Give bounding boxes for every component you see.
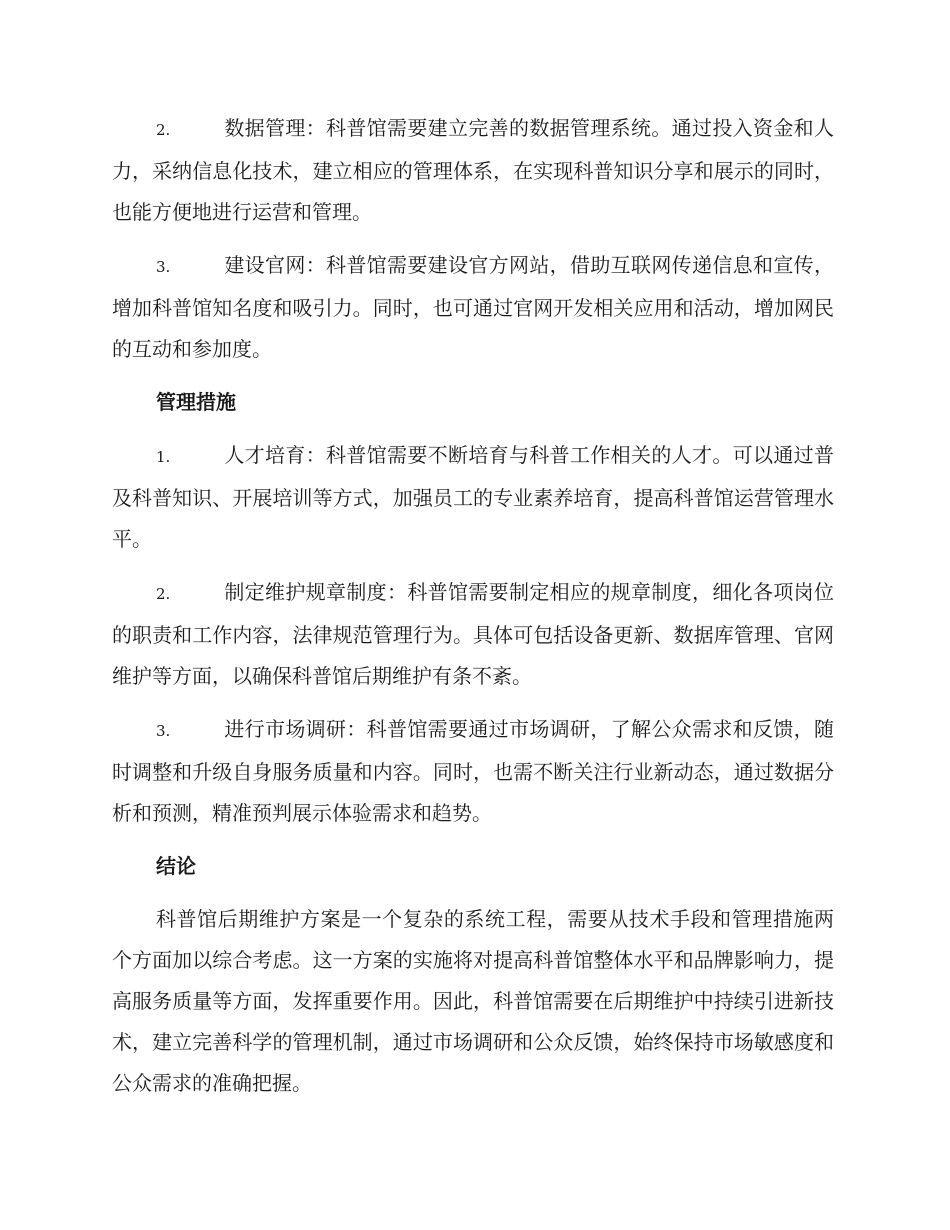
list-item-market-research (112, 709, 834, 834)
section-heading-conclusion: 结论 (156, 854, 196, 878)
list-item-official-website (112, 245, 834, 370)
list-item-text: 数据管理：科普馆需要建立完善的数据管理系统。通过投入资金和人力，采纳信息化技术，建立相应的管理体系，在实现科普知识分享和展示的同时，也能方便地进行运营和管理。 (112, 116, 834, 224)
list-item-text: 建设官网：科普馆需要建设官方网站，借助互联网传递信息和宣传，增加科普馆知名度和吸引力。同时，也可通过官网开发相关应用和活动，增加网民的互动和参加度。 (112, 253, 834, 361)
list-item-text: 人才培育：科普馆需要不断培育与科普工作相关的人才。可以通过普及科普知识、开展培训等方式，加强员工的专业素养培育，提高科普馆运营管理水平。 (112, 443, 834, 551)
list-number: 2. (156, 585, 171, 603)
list-item-data-management (112, 108, 834, 233)
list-item-text: 进行市场调研：科普馆需要通过市场调研，了解公众需求和反馈，随时调整和升级自身服务质量和内容。同时，也需不断关注行业新动态，通过数据分析和预测，精准预判展示体验需求和趋势。 (112, 717, 834, 825)
document-body (112, 108, 834, 1116)
list-item-maintenance-rules (112, 572, 834, 697)
conclusion-paragraph: 科普馆后期维护方案是一个复杂的系统工程，需要从技术手段和管理措施两个方面加以综合考虑。这一方案的实施将对提高科普馆整体水平和品牌影响力，提高服务质量等方面，发挥重要作用。因此，科普馆需要在后期维护中持续引进新技术，建立完善科学的管理机制，通过市场调研和公众反馈，始终保持市场敏感度和公众需求的准确把握。 (112, 907, 834, 1095)
list-item-talent-cultivation (112, 435, 834, 560)
list-item-text: 制定维护规章制度：科普馆需要制定相应的规章制度，细化各项岗位的职责和工作内容，法律规范管理行为。具体可包括设备更新、数据库管理、官网维护等方面，以确保科普馆后期维护有条不紊。 (112, 580, 834, 688)
list-number: 3. (156, 258, 171, 276)
list-number: 2. (156, 121, 171, 139)
list-number: 1. (156, 448, 171, 466)
list-number: 3. (156, 722, 171, 740)
section-heading-management-measures: 管理措施 (156, 390, 236, 414)
